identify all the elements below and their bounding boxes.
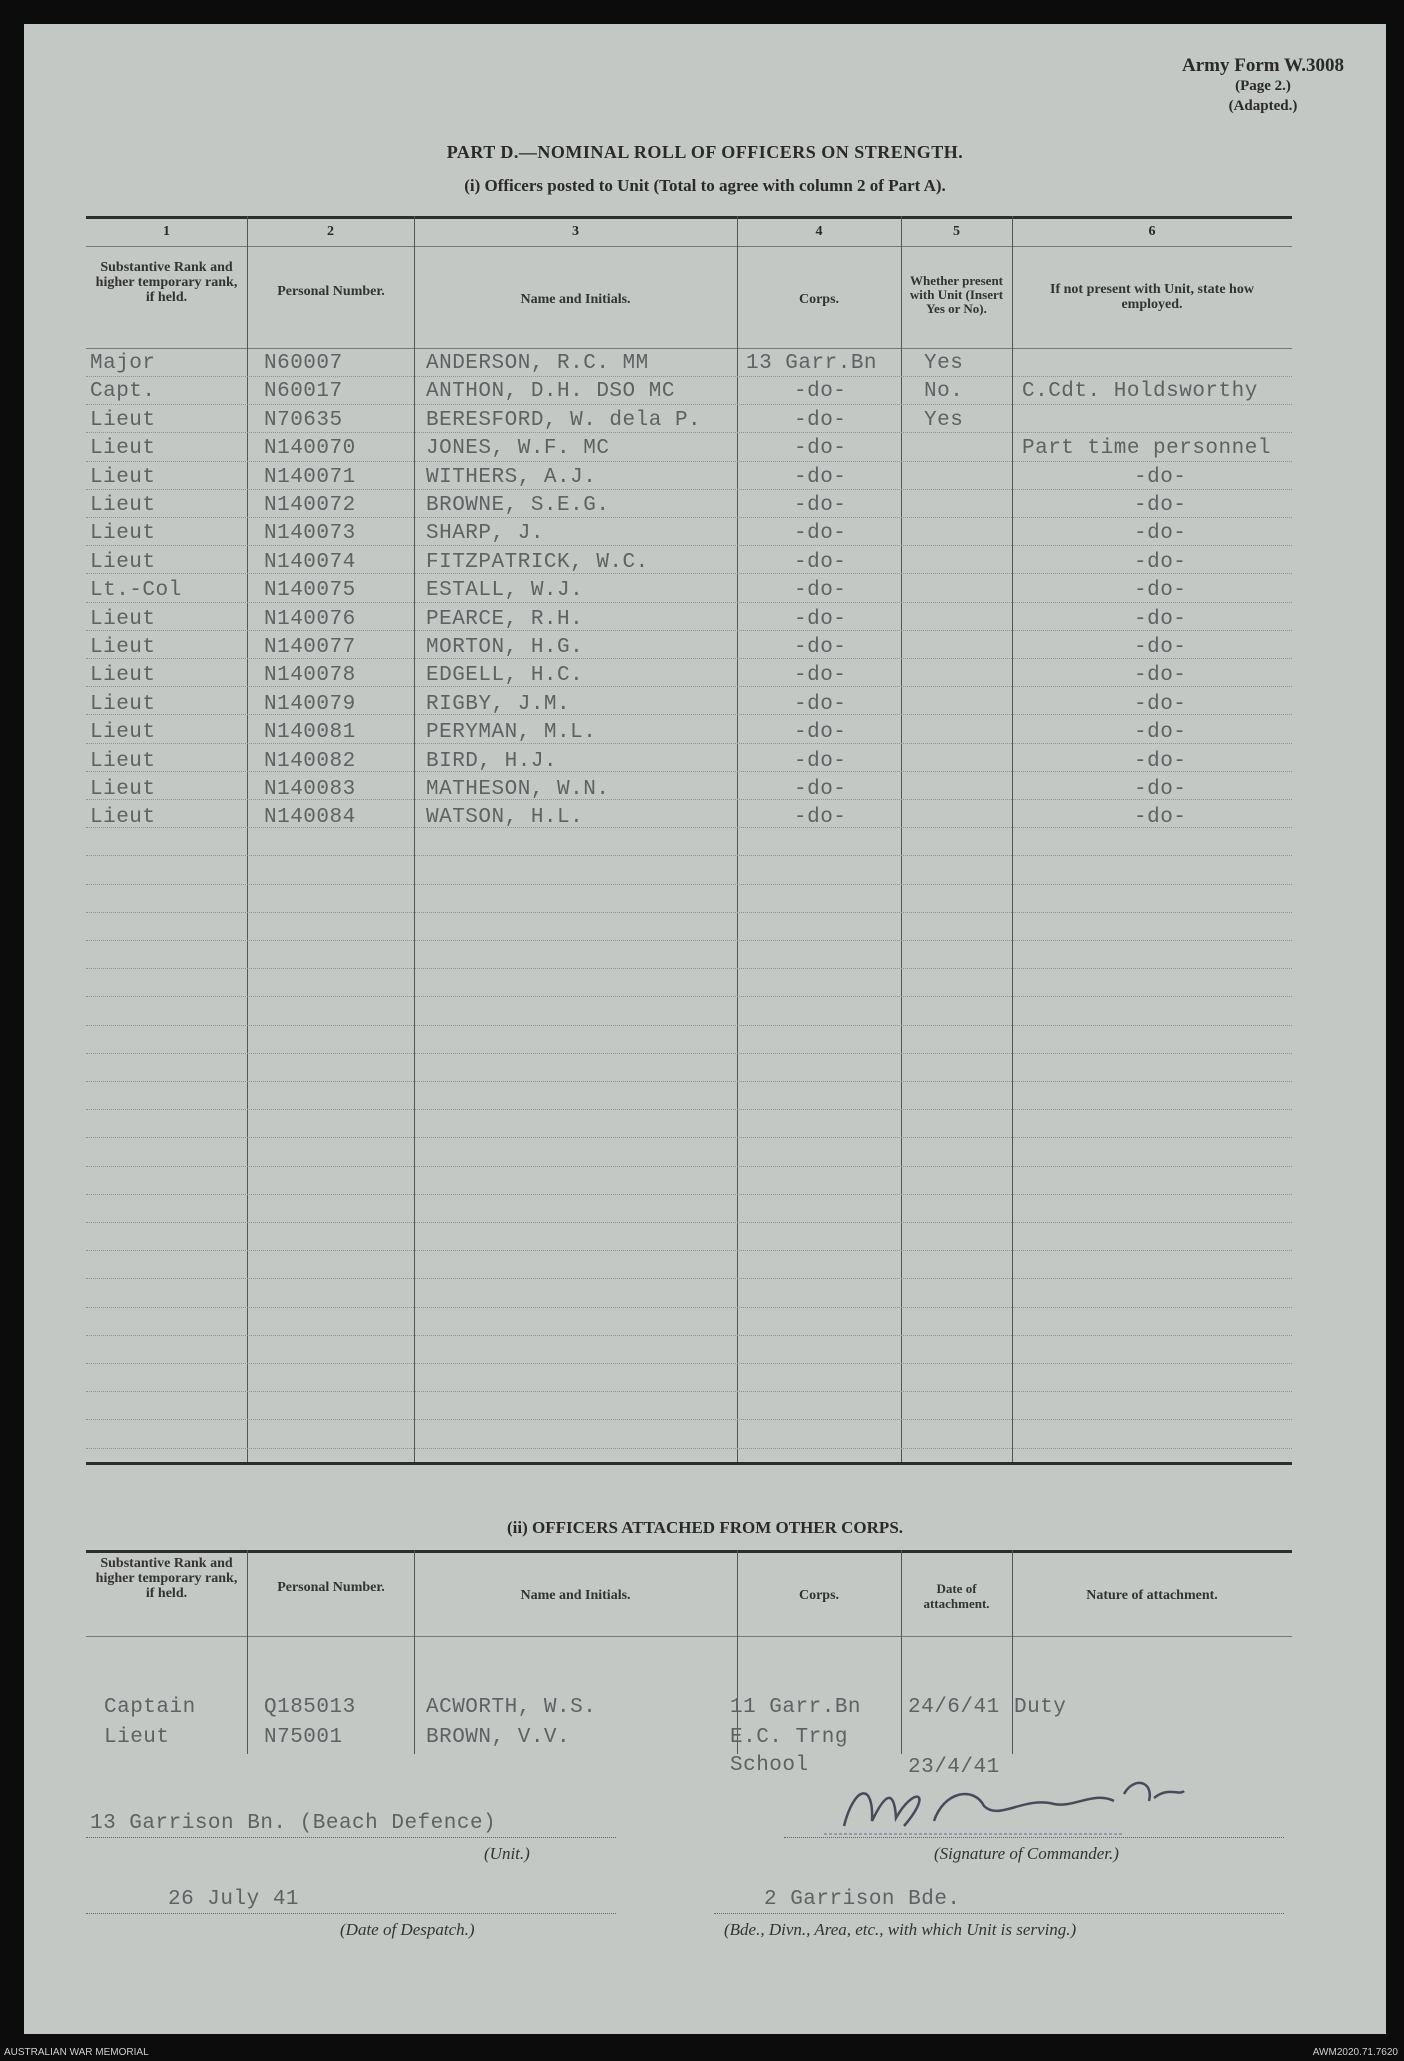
colnum-5: 5 [953, 224, 960, 239]
col-divider-5 [1012, 216, 1013, 1462]
colnum-4: 4 [815, 224, 823, 239]
ruled-line [86, 1222, 1292, 1223]
ruled-line [86, 602, 1292, 603]
cell-name: MATHESON, W.N. [426, 778, 610, 801]
cell-rank: Lieut [90, 551, 156, 574]
part-ii-header-rule [86, 1636, 1292, 1637]
cell-employed: -do- [1134, 778, 1187, 801]
cell-corps: -do- [794, 664, 847, 687]
cell-corps: 11 Garr.Bn [730, 1696, 862, 1719]
cell-number: N140077 [264, 636, 356, 659]
cell-number: N140082 [264, 750, 356, 773]
cell-employed: -do- [1134, 608, 1187, 631]
ruled-line [86, 432, 1292, 433]
cell-corps-line2: School [730, 1754, 809, 1777]
signature-rule [784, 1837, 1284, 1838]
cell-name: WITHERS, A.J. [426, 466, 597, 489]
commander-signature [824, 1766, 1244, 1846]
header-present: Whether present with Unit (Insert Yes or No). [909, 273, 1004, 316]
form-adapted: (Adapted.) [1228, 98, 1298, 114]
cell-number: N140079 [264, 693, 356, 716]
cell-rank: Lieut [90, 664, 156, 687]
ruled-line [86, 1307, 1292, 1308]
cell-corps: -do- [794, 494, 847, 517]
ruled-line [86, 1278, 1292, 1279]
part-ii-top-rule [86, 1550, 1292, 1553]
part-ii-col-divider-1 [247, 1550, 248, 1754]
cell-number: N140071 [264, 466, 356, 489]
cell-name: ANDERSON, R.C. MM [426, 352, 649, 375]
cell-employed: -do- [1134, 551, 1187, 574]
cell-rank: Lieut [90, 494, 156, 517]
signature-label: (Signature of Commander.) [934, 1844, 1119, 1863]
cell-corps: -do- [794, 437, 847, 460]
cell-rank: Lieut [90, 409, 156, 432]
formation-value: 2 Garrison Bde. [764, 1888, 961, 1911]
header-corps: Corps. [798, 292, 840, 307]
cell-employed: -do- [1134, 579, 1187, 602]
cell-number: N60007 [264, 352, 343, 375]
cell-number: N140083 [264, 778, 356, 801]
ruled-line [86, 1448, 1292, 1449]
cell-rank: Captain [104, 1696, 196, 1719]
ruled-line [86, 1137, 1292, 1138]
ruled-line [86, 1025, 1292, 1026]
cell-rank: Lt.-Col [90, 579, 182, 602]
cell-corps: -do- [794, 778, 847, 801]
cell-name: MORTON, H.G. [426, 636, 584, 659]
cell-number: Q185013 [264, 1696, 356, 1719]
colnum-rule [86, 246, 1292, 247]
header-employed: If not present with Unit, state how employed. [1050, 282, 1254, 312]
header-number: Personal Number. [277, 284, 385, 299]
cell-number: N60017 [264, 380, 343, 403]
cell-employed: -do- [1134, 466, 1187, 489]
cell-rank: Capt. [90, 380, 156, 403]
cell-rank: Lieut [90, 750, 156, 773]
cell-rank: Lieut [90, 778, 156, 801]
cell-corps: -do- [794, 721, 847, 744]
ruled-line [86, 1053, 1292, 1054]
ruled-line [86, 884, 1292, 885]
cell-number: N140078 [264, 664, 356, 687]
cell-name: ACWORTH, W.S. [426, 1696, 597, 1719]
cell-employed: Part time personnel [1022, 437, 1271, 460]
cell-rank: Lieut [104, 1726, 170, 1749]
credit-right: AWM2020.71.7620 [1312, 2047, 1398, 2058]
part-d-title: PART D.—NOMINAL ROLL OF OFFICERS ON STRENGTH. [446, 142, 964, 162]
ruled-line [86, 1391, 1292, 1392]
cell-corps: -do- [794, 693, 847, 716]
part-ii-col-divider-3 [737, 1550, 738, 1754]
cell-corps: -do- [794, 380, 847, 403]
formation-label: (Bde., Divn., Area, etc., with which Unit is serving.) [724, 1920, 1077, 1939]
cell-name: BROWNE, S.E.G. [426, 494, 610, 517]
cell-employed: -do- [1134, 721, 1187, 744]
cell-present: No. [924, 380, 964, 403]
cell-employed: -do- [1134, 806, 1187, 829]
unit-label: (Unit.) [484, 1844, 530, 1863]
ruled-line [86, 376, 1292, 377]
cell-number: N70635 [264, 409, 343, 432]
part-d-subtitle: (i) Officers posted to Unit (Total to agree with column 2 of Part A). [464, 176, 946, 195]
cell-number: N140070 [264, 437, 356, 460]
ii-header-corps: Corps. [798, 1588, 840, 1603]
cell-number: N140072 [264, 494, 356, 517]
cell-name: RIGBY, J.M. [426, 693, 571, 716]
col-divider-3 [737, 216, 738, 1462]
ruled-line [86, 912, 1292, 913]
cell-number: N140074 [264, 551, 356, 574]
form-sheet [24, 24, 1386, 2034]
cell-name: ESTALL, W.J. [426, 579, 584, 602]
cell-name: JONES, W.F. MC [426, 437, 610, 460]
ruled-line [86, 968, 1292, 969]
header-rank: Substantive Rank and higher temporary rank, if held. [95, 260, 238, 305]
part-ii-col-divider-2 [414, 1550, 415, 1754]
cell-employed: -do- [1134, 522, 1187, 545]
cell-corps: -do- [794, 579, 847, 602]
cell-name: SHARP, J. [426, 522, 544, 545]
despatch-date-label: (Date of Despatch.) [340, 1920, 475, 1939]
cell-nature: Duty [1014, 1696, 1067, 1719]
cell-rank: Lieut [90, 522, 156, 545]
cell-employed: -do- [1134, 750, 1187, 773]
ruled-line [86, 1419, 1292, 1420]
form-name: Army Form W.3008 [1181, 55, 1344, 76]
ruled-line [86, 1363, 1292, 1364]
cell-corps: -do- [794, 522, 847, 545]
cell-corps: -do- [794, 608, 847, 631]
cell-corps: -do- [794, 551, 847, 574]
ruled-line [86, 517, 1292, 518]
cell-name: EDGELL, H.C. [426, 664, 584, 687]
cell-name: ANTHON, D.H. DSO MC [426, 380, 675, 403]
ruled-line [86, 1166, 1292, 1167]
ruled-line [86, 545, 1292, 546]
cell-name: PEARCE, R.H. [426, 608, 584, 631]
ii-header-date: Date of attachment. [923, 1581, 990, 1611]
cell-present: Yes [924, 352, 964, 375]
cell-name: PERYMAN, M.L. [426, 721, 597, 744]
cell-employed: -do- [1134, 636, 1187, 659]
ruled-line [86, 1194, 1292, 1195]
table-bottom-rule [86, 1462, 1292, 1465]
cell-rank: Lieut [90, 636, 156, 659]
colnum-2: 2 [327, 224, 334, 239]
col-divider-1 [247, 216, 248, 1462]
formation-rule [714, 1913, 1284, 1914]
ruled-line [86, 1081, 1292, 1082]
cell-rank: Lieut [90, 608, 156, 631]
ruled-line [86, 404, 1292, 405]
cell-rank: Lieut [90, 806, 156, 829]
col-divider-2 [414, 216, 415, 1462]
cell-corps: -do- [794, 636, 847, 659]
header-name: Name and Initials. [520, 292, 631, 307]
cell-number: N140075 [264, 579, 356, 602]
cell-number: N140076 [264, 608, 356, 631]
unit-rule [86, 1837, 616, 1838]
table-top-rule [86, 216, 1292, 219]
ruled-line [86, 1335, 1292, 1336]
header-rule [86, 348, 1292, 349]
ii-header-rank: Substantive Rank and higher temporary rank, if held. [95, 1556, 238, 1601]
cell-employed: -do- [1134, 664, 1187, 687]
cell-rank: Lieut [90, 693, 156, 716]
cell-employed: -do- [1134, 693, 1187, 716]
cell-corps: -do- [794, 806, 847, 829]
part-ii-title: (ii) OFFICERS ATTACHED FROM OTHER CORPS. [506, 1518, 904, 1537]
cell-rank: Major [90, 352, 156, 375]
cell-name: WATSON, H.L. [426, 806, 584, 829]
cell-name: BROWN, V.V. [426, 1726, 571, 1749]
cell-employed: -do- [1134, 494, 1187, 517]
ruled-line [86, 1109, 1292, 1110]
cell-name: FITZPATRICK, W.C. [426, 551, 649, 574]
col-divider-4 [901, 216, 902, 1462]
ruled-line [86, 996, 1292, 997]
ii-header-number: Personal Number. [277, 1580, 385, 1595]
cell-corps: E.C. Trng [730, 1726, 848, 1749]
colnum-6: 6 [1148, 224, 1156, 239]
ruled-line [86, 940, 1292, 941]
cell-rank: Lieut [90, 437, 156, 460]
date-rule [86, 1913, 616, 1914]
cell-date: 24/6/41 [908, 1696, 1000, 1719]
ruled-line [86, 489, 1292, 490]
ii-header-nature: Nature of attachment. [1086, 1588, 1218, 1603]
ii-header-name: Name and Initials. [520, 1588, 631, 1603]
form-identifier [1182, 56, 1344, 116]
cell-name: BERESFORD, W. dela P. [426, 409, 702, 432]
despatch-date-value: 26 July 41 [168, 1888, 300, 1911]
cell-number: N140081 [264, 721, 356, 744]
colnum-3: 3 [572, 224, 579, 239]
part-ii-col-divider-5 [1012, 1550, 1013, 1754]
cell-present: Yes [924, 409, 964, 432]
ruled-line [86, 1250, 1292, 1251]
cell-corps: -do- [794, 409, 847, 432]
cell-date: 23/4/41 [908, 1756, 1000, 1779]
cell-employed: C.Cdt. Holdsworthy [1022, 380, 1258, 403]
ruled-line [86, 855, 1292, 856]
cell-corps: 13 Garr.Bn [746, 352, 878, 375]
cell-name: BIRD, H.J. [426, 750, 558, 773]
unit-value: 13 Garrison Bn. (Beach Defence) [90, 1812, 497, 1835]
credit-left: AUSTRALIAN WAR MEMORIAL [4, 2047, 149, 2058]
cell-number: N140073 [264, 522, 356, 545]
ruled-line [86, 461, 1292, 462]
part-ii-col-divider-4 [901, 1550, 902, 1754]
colnum-1: 1 [163, 224, 170, 239]
cell-corps: -do- [794, 750, 847, 773]
form-page: (Page 2.) [1235, 78, 1291, 94]
cell-corps: -do- [794, 466, 847, 489]
cell-rank: Lieut [90, 466, 156, 489]
cell-rank: Lieut [90, 721, 156, 744]
cell-number: N140084 [264, 806, 356, 829]
cell-number: N75001 [264, 1726, 343, 1749]
